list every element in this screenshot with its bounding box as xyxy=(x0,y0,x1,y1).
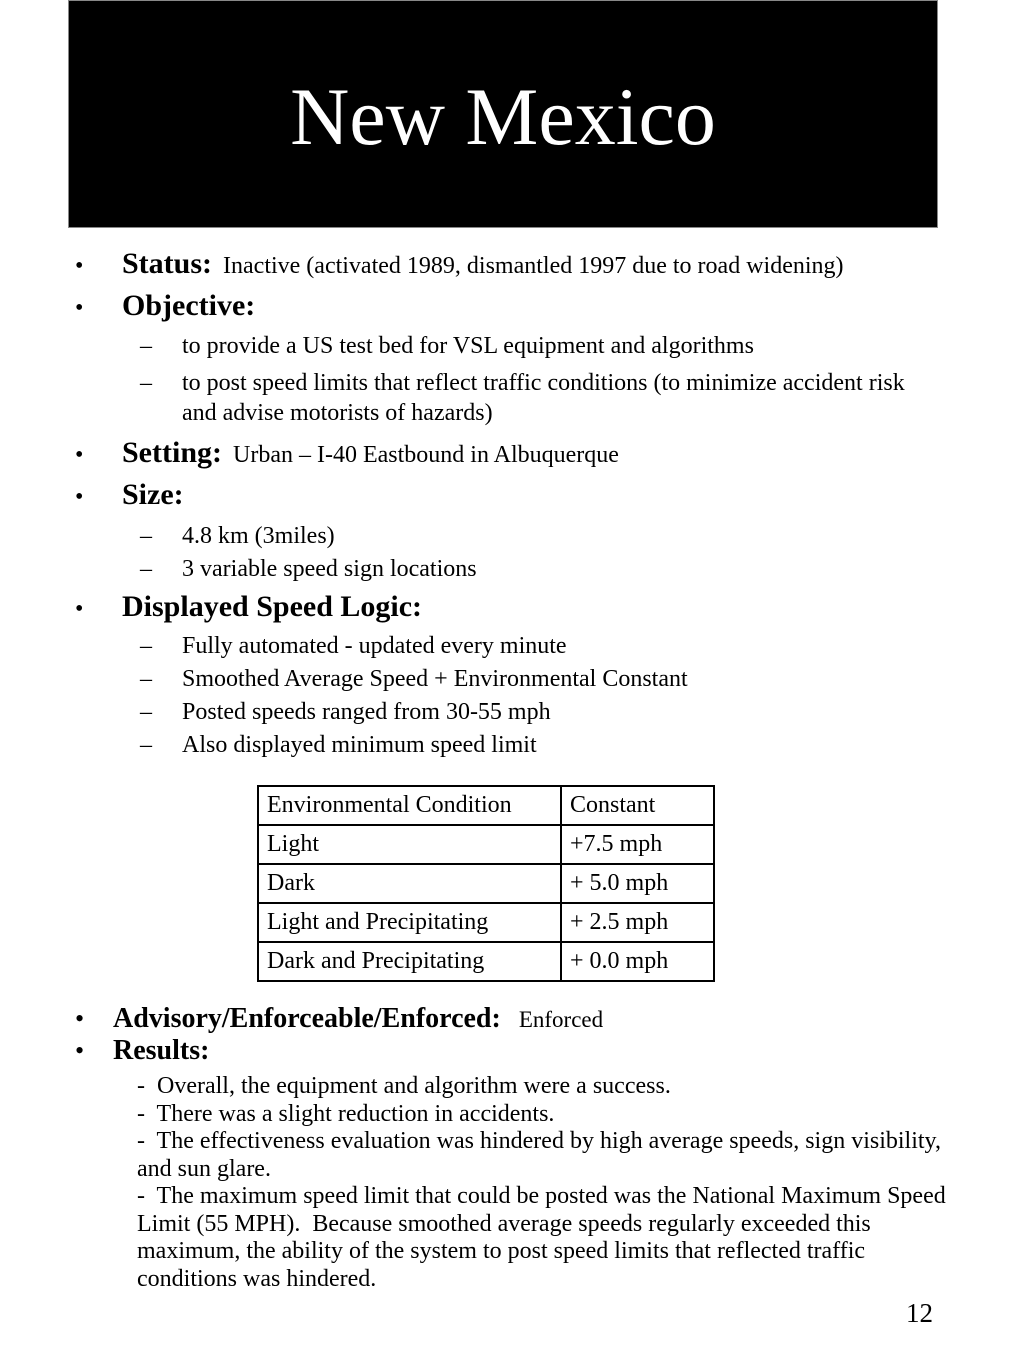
condition-cell: Light xyxy=(258,825,561,864)
constant-cell: + 5.0 mph xyxy=(561,864,714,903)
bullet-icon: • xyxy=(75,253,84,279)
list-item xyxy=(140,697,688,727)
results-heading xyxy=(75,1036,209,1067)
size-item-text: 4.8 km (3miles) xyxy=(182,523,335,549)
results-item-text: - The maximum speed limit that could be posted was the National Maximum Speed Limit (55 MPH). Because smoothed average speeds regularly exceeded this maximum, the ability of the system to post speed limits that reflected traffic conditions was hindered. xyxy=(137,1183,952,1292)
table-row xyxy=(258,864,714,903)
condition-cell: Light and Precipitating xyxy=(258,903,561,942)
setting-label: Setting: xyxy=(122,436,222,469)
dash-icon: – xyxy=(140,523,152,549)
objective-item-text: to post speed limits that reflect traffic conditions (to minimize accident risk and advise motorists of hazards) xyxy=(182,370,905,426)
condition-cell: Dark xyxy=(258,864,561,903)
dash-icon: – xyxy=(140,732,152,758)
results-items xyxy=(137,1073,961,1293)
results-item-text: - There was a slight reduction in accidents. xyxy=(137,1100,555,1127)
setting-line xyxy=(75,436,619,469)
table-row xyxy=(258,825,714,864)
objective-items xyxy=(140,331,937,435)
page-number: 12 xyxy=(906,1298,933,1328)
dash-icon: – xyxy=(140,333,152,359)
table-header-row xyxy=(258,786,714,825)
speed-logic-item-text: Also displayed minimum speed limit xyxy=(182,732,537,758)
list-item xyxy=(140,331,937,361)
bullet-icon: • xyxy=(75,596,84,622)
condition-cell: Dark and Precipitating xyxy=(258,942,561,981)
status-line xyxy=(75,247,844,280)
dash-icon: – xyxy=(140,633,152,659)
speed-logic-item-text: Smoothed Average Speed + Environmental Constant xyxy=(182,666,688,692)
list-item xyxy=(140,521,477,551)
objective-item-text: to provide a US test bed for VSL equipment and algorithms xyxy=(182,333,754,359)
constant-cell: + 2.5 mph xyxy=(561,903,714,942)
size-label: Size: xyxy=(122,478,184,511)
results-item-text: - The effectiveness evaluation was hindered by high average speeds, sign visibility, and sun glare. xyxy=(137,1128,947,1182)
size-item-text: 3 variable speed sign locations xyxy=(182,556,477,582)
bullet-icon: • xyxy=(75,1004,85,1033)
list-item xyxy=(140,368,937,428)
results-label: Results: xyxy=(113,1035,210,1066)
status-value: Inactive (activated 1989, dismantled 1997 due to road widening) xyxy=(223,253,844,279)
results-item-text: - Overall, the equipment and algorithm were a success. xyxy=(137,1073,671,1099)
table-header-constant: Constant xyxy=(561,786,714,825)
status-label: Status: xyxy=(122,247,213,280)
speed-logic-items xyxy=(140,631,688,763)
constant-cell: + 0.0 mph xyxy=(561,942,714,981)
list-item xyxy=(140,664,688,694)
dash-icon: – xyxy=(140,556,152,582)
title-banner xyxy=(68,0,938,228)
speed-logic-item-text: Posted speeds ranged from 30-55 mph xyxy=(182,699,551,725)
table-row xyxy=(258,903,714,942)
advisory-label: Advisory/Enforceable/Enforced: xyxy=(113,1003,501,1034)
dash-icon: – xyxy=(140,699,152,725)
bullet-icon: • xyxy=(75,295,84,321)
advisory-line xyxy=(75,1004,603,1035)
dash-icon: – xyxy=(140,666,152,692)
bullet-icon: • xyxy=(75,1036,85,1065)
table-header-condition: Environmental Condition xyxy=(258,786,561,825)
dash-icon: – xyxy=(140,370,152,396)
size-heading xyxy=(75,478,184,511)
size-items xyxy=(140,521,477,587)
list-item xyxy=(140,631,688,661)
advisory-value: Enforced xyxy=(518,1007,604,1032)
slide-title: New Mexico xyxy=(290,71,716,162)
table-row xyxy=(258,942,714,981)
bullet-icon: • xyxy=(75,442,84,468)
speed-logic-heading xyxy=(75,590,422,623)
setting-value: Urban – I-40 Eastbound in Albuquerque xyxy=(233,442,619,468)
speed-logic-item-text: Fully automated - updated every minute xyxy=(182,633,567,659)
objective-heading xyxy=(75,289,255,322)
constant-cell: +7.5 mph xyxy=(561,825,714,864)
list-item xyxy=(140,554,477,584)
objective-label: Objective: xyxy=(122,289,256,322)
list-item xyxy=(140,730,688,760)
speed-logic-label: Displayed Speed Logic: xyxy=(122,590,423,623)
bullet-icon: • xyxy=(75,484,84,510)
environmental-constant-table xyxy=(257,785,715,982)
